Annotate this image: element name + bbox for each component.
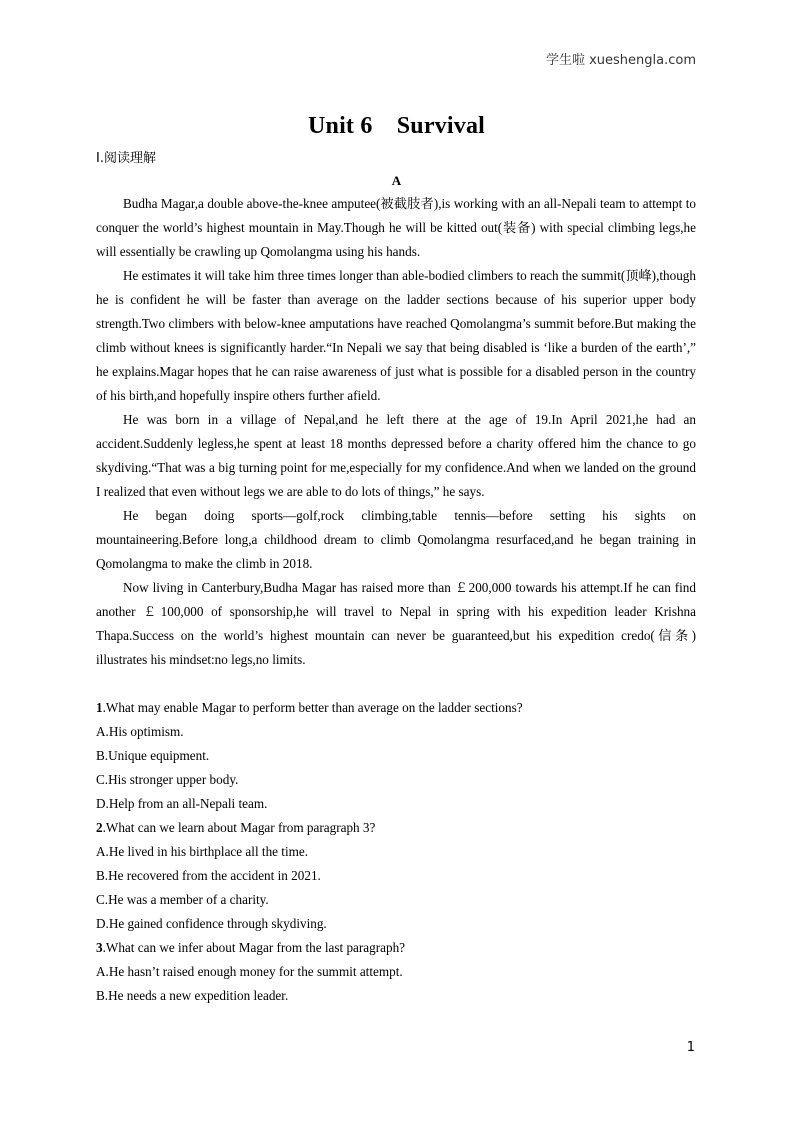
answer-option: D.Help from an all-Nepali team. [96,796,268,811]
paragraph: He began doing sports—golf,rock climbing,table tennis—before setting his sights on mountaineering.Before long,a childhood dream to climb Qomolangma resurfaced,and he began training in Qomolangma to make the climb in 2018. [96,508,696,571]
answer-option: D.He gained confidence through skydiving. [96,916,327,931]
passage [96,192,696,672]
document-content [96,192,696,1008]
page-number: 1 [686,1040,695,1055]
question-text: .What may enable Magar to perform better than average on the ladder sections? [102,700,523,715]
paragraph: Now living in Canterbury,Budha Magar has raised more than ￡200,000 towards his attempt.If he can find another ￡100,000 of sponsorship,he will travel to Nepal in spring with his expedition leader Krishna Thapa.Success on the world’s highest mountain can never be guaranteed,but his expedition credo(信条) illustrates his mindset:no legs,no limits. [96,580,696,667]
question-list [96,696,696,1008]
question-stem [96,696,696,720]
passage-label: A [391,173,402,188]
paragraph: Budha Magar,a double above-the-knee amputee(被截肢者),is working with an all-Nepali team to attempt to conquer the world’s highest mountain in May.Though he will be kitted out(装备) with special climbing legs,he will essentially be crawling up Qomolangma using his hands. [96,196,696,259]
paragraph: He estimates it will take him three times longer than able-bodied climbers to reach the summit(顶峰),though he is confident he will be faster than average on the ladder sections because of his superior upper body strength.Two climbers with below-knee amputations have reached Qomolangma’s summit before.But making the climb without knees is significantly harder.“In Nepali we say that being disabled is ‘like a burden of the earth’,” he explains.Magar hopes that he can raise awareness of just what is possible for a disabled person in the country of his birth,and hopefully inspire others further afield. [96,268,696,403]
answer-option: C.His stronger upper body. [96,772,239,787]
header-site-name: 学生啦 xueshengla.com [545,53,696,68]
answer-option: A.His optimism. [96,724,184,739]
question-number: 3 [96,940,103,955]
question-stem [96,936,696,960]
paragraph: He was born in a village of Nepal,and he left there at the age of 19.In April 2021,he had an accident.Suddenly legless,he spent at least 18 months depressed before a charity offered him the chance to go skydiving.“That was a big turning point for me,especially for my confidence.And when we landed on the ground I realized that even without legs we are able to do lots of things,” he says. [96,412,696,499]
question-number: 2 [96,820,103,835]
answer-option: A.He lived in his birthplace all the time. [96,844,309,859]
answer-option: B.Unique equipment. [96,748,210,763]
question [96,936,696,1008]
answer-option: C.He was a member of a charity. [96,892,269,907]
page-title: Unit 6 Survival [307,113,486,139]
question [96,696,696,816]
question-text: .What can we learn about Magar from paragraph 3? [102,820,376,835]
question [96,816,696,936]
section-heading: Ⅰ.阅读理解 [96,151,156,166]
question-text: .What can we infer about Magar from the last paragraph? [102,940,406,955]
answer-option: A.He hasn’t raised enough money for the summit attempt. [96,964,403,979]
answer-option: B.He needs a new expedition leader. [96,988,289,1003]
question-stem [96,816,696,840]
answer-option: B.He recovered from the accident in 2021. [96,868,321,883]
question-number: 1 [96,700,103,715]
